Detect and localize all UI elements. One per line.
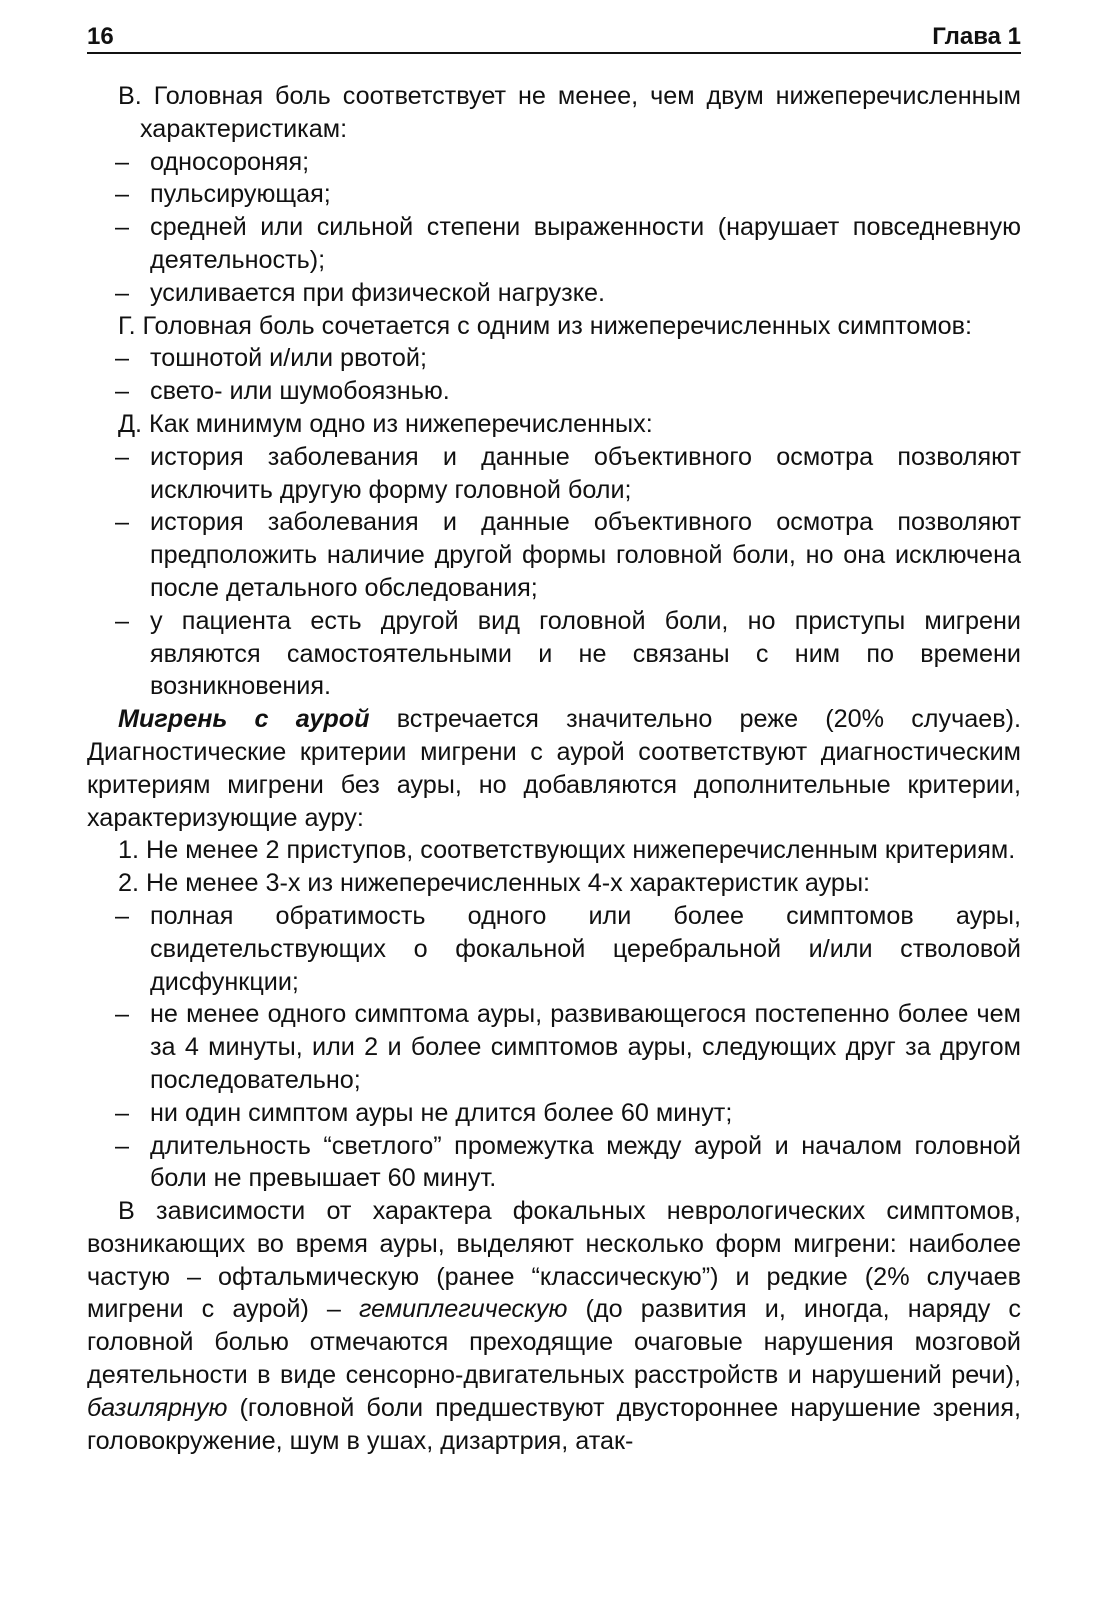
page-number: 16 bbox=[87, 23, 114, 50]
list-item: – полная обратимость одного или более симптомов ауры, свидетельствующих о фокальной церебральной и/или стволовой дисфункции; bbox=[115, 901, 1021, 996]
list-item: – длительность “светлого” промежутка между аурой и началом головной боли не превышает 60 минут. bbox=[115, 1131, 1021, 1193]
list-item: – история заболевания и данные объективного осмотра позволяют исключить другую форму головной боли; bbox=[115, 442, 1021, 504]
aura-paragraph: Мигрень с аурой встречается значительно реже (20% случаев). Диагностические критерии мигрени с аурой соответствуют диагностическим критериям мигрени без ауры, но добавляются дополнительные критерии, характеризующие ауру: bbox=[87, 705, 1021, 832]
list-item: – усиливается при физической нагрузке. bbox=[115, 278, 606, 307]
list-item: – пульсирующая; bbox=[115, 180, 331, 209]
hemiplegic-term: гемиплегическую bbox=[359, 1295, 568, 1324]
chapter-title: Глава 1 bbox=[932, 23, 1021, 50]
list-item: – свето- или шумобоязнью. bbox=[115, 377, 450, 406]
criterion-v: В. Головная боль соответствует не менее, чем двум нижеперечисленным характеристикам: bbox=[118, 82, 1021, 143]
list-item: – у пациента есть другой вид головной боли, но приступы мигрени являются самостоятельными и не связаны с ним по времени возникновения. bbox=[115, 606, 1021, 701]
page-header bbox=[87, 18, 1021, 54]
list-item: – история заболевания и данные объективного осмотра позволяют предположить наличие другой формы головной боли, но она исключена после детального обследования; bbox=[115, 508, 1021, 602]
basilar-term: базилярную bbox=[87, 1393, 228, 1422]
list-item: – тошнотой и/или рвотой; bbox=[115, 344, 427, 373]
numbered-criterion-2: 2. Не менее 3-х из нижеперечисленных 4-х характеристик ауры: bbox=[118, 869, 871, 898]
criterion-g: Г. Головная боль сочетается с одним из нижеперечисленных симптомов: bbox=[118, 311, 973, 340]
criterion-d: Д. Как минимум одно из нижеперечисленных: bbox=[118, 409, 653, 438]
list-item: – ни один симптом ауры не длится более 60 минут; bbox=[115, 1098, 733, 1127]
numbered-criterion-1: 1. Не менее 2 приступов, соответствующих нижеперечисленным критериям. bbox=[118, 836, 1016, 865]
list-item: – не менее одного симптома ауры, развивающегося постепенно более чем за 4 минуты, или 2 и более симптомов ауры, следующих друг за другом последовательно; bbox=[115, 1000, 1021, 1094]
aura-term: Мигрень с аурой bbox=[118, 705, 370, 734]
migraine-forms-paragraph: В зависимости от характера фокальных неврологических симптомов, возникающих во время ауры, выделяют несколько форм мигрени: наиболее частую – офтальмическую (ранее “классическую”) и редкие (2% случаев мигрени с аурой) – гемиплегическую (до развития и, иногда, наряду с головной болью отмечаются преходящие очаговые нарушения мозговой деятельности в виде сенсорно-двигательных расстройств и нарушений речи), базилярную (головной боли предшествуют двустороннее нарушение зрения, головокружение, шум в ушах, дизартрия, атак- bbox=[87, 1197, 1021, 1455]
list-item: – односороняя; bbox=[115, 147, 310, 176]
page-body bbox=[87, 80, 1021, 1457]
list-item: – средней или сильной степени выраженности (нарушает повседневную деятельность); bbox=[115, 213, 1021, 274]
